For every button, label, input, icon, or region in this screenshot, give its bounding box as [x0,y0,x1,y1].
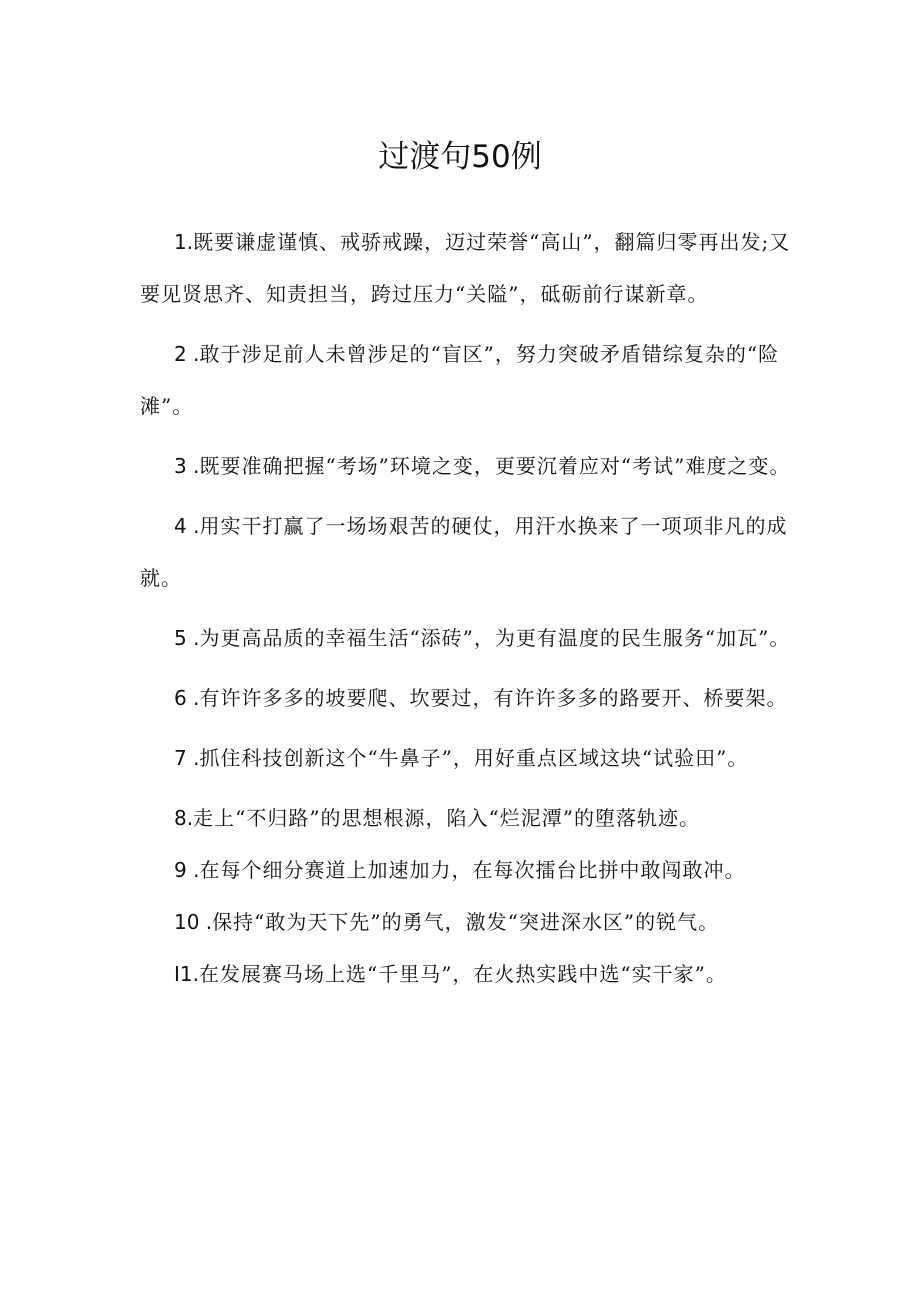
list-item [140,612,800,664]
item-text: 敢于涉足前人未曾涉足的“盲区”，努力突破矛盾错综复杂的“险滩”。 [140,342,780,418]
list-item [140,328,800,432]
item-number: 5 . [174,626,200,650]
list-item [140,500,800,604]
item-text: 在每个细分赛道上加速加力，在每次擂台比拼中敢闯敢冲。 [199,858,746,882]
list-item [140,896,800,948]
document-title: 过渡句50例 [378,139,542,175]
item-number: 8. [174,806,194,830]
list-item [140,792,800,844]
item-text: 为更高品质的幸福生活“添砖”，为更有温度的民生服务“加瓦”。 [199,626,791,650]
item-number: 4 . [174,514,200,538]
item-number: 7 . [174,746,200,770]
item-text: 有许许多多的坡要爬、坎要过，有许许多多的路要开、桥要架。 [199,686,788,710]
item-text: 既要谦虚谨慎、戒骄戒躁，迈过荣誉“高山”，翻篇归零再出发;又要见贤思齐、知责担当，跨过压力“关隘”，砥砺前行谋新章。 [140,230,791,306]
list-item [140,948,800,1000]
item-text: 既要准确把握“考场”环境之变，更要沉着应对“考试”难度之变。 [199,454,791,478]
item-number: 10 . [174,910,213,934]
item-number: 3 . [174,454,200,478]
item-text: 保持“敢为天下先”的勇气，激发“突进深水区”的锐气。 [212,910,720,934]
item-number: 1. [174,230,194,254]
item-text: 抓住科技创新这个“牛鼻子”，用好重点区域这块“试验田”。 [199,746,749,770]
list-item [140,732,800,784]
item-list [140,216,800,1000]
list-item [140,672,800,724]
list-item [140,440,800,492]
list-item [140,844,800,896]
item-number: 9 . [174,858,200,882]
item-text: 走上“不归路”的思想根源，陷入“烂泥潭”的堕落轨迹。 [193,806,700,830]
item-text: 在发展赛马场上选“千里马”，在火热实践中选“实干家”。 [198,962,727,986]
item-number: I1. [174,962,199,986]
item-text: 用实干打赢了一场场艰苦的硬仗，用汗水换来了一项项非凡的成就。 [140,514,788,590]
list-item [140,216,800,320]
item-number: 2 . [174,342,200,366]
item-number: 6 . [174,686,200,710]
